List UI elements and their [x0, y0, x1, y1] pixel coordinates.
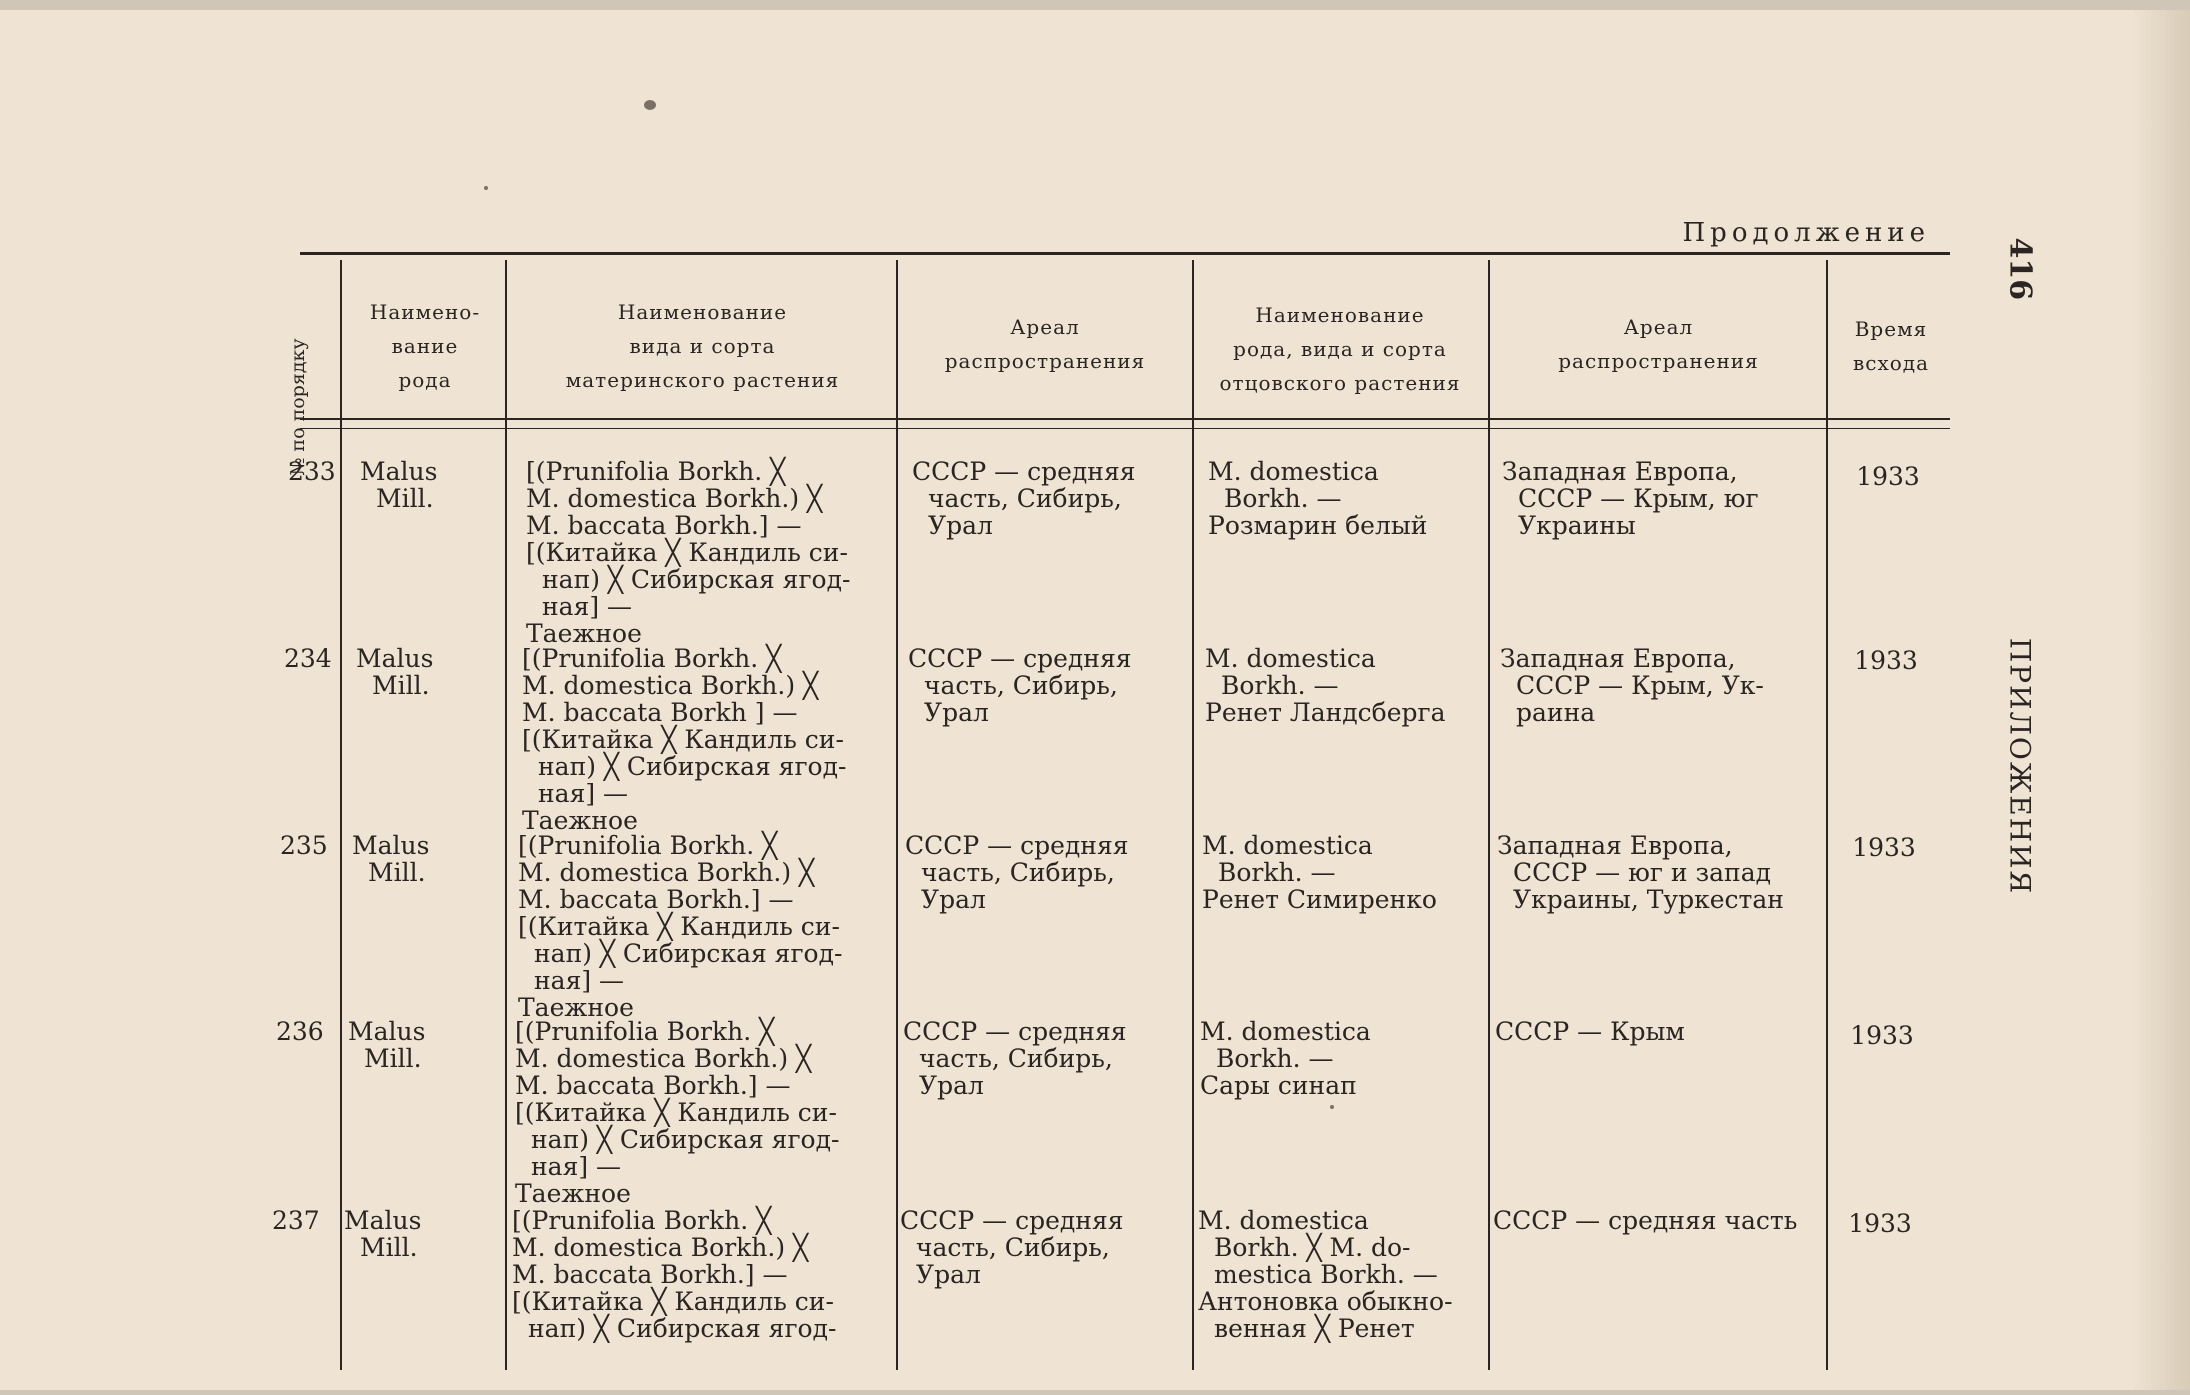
germination-year: 1933	[1852, 833, 1916, 862]
ink-speck	[484, 186, 488, 190]
genus-cell: Malus Mill.	[360, 457, 438, 513]
column-divider	[1192, 260, 1194, 1370]
genus-cell: Malus Mill.	[356, 644, 434, 700]
area-mother-cell: СССР — средняя часть, Сибирь, Урал	[900, 1206, 1124, 1289]
continuation-label: Продолжение	[1682, 218, 1930, 248]
book-page	[0, 10, 2190, 1390]
area-father-cell: СССР — средняя часть	[1493, 1206, 1798, 1235]
table-top-rule	[300, 252, 1950, 255]
area-mother-cell: СССР — средняя часть, Сибирь, Урал	[905, 831, 1129, 914]
genus-cell: Malus Mill.	[344, 1206, 422, 1262]
area-father-cell: Западная Европа, СССР — юг и запад Украины, Туркестан	[1497, 831, 1784, 914]
area-mother-cell: СССР — средняя часть, Сибирь, Урал	[912, 457, 1136, 540]
column-divider	[1488, 260, 1490, 1370]
column-divider	[1826, 260, 1828, 1370]
area-mother-cell: СССР — средняя часть, Сибирь, Урал	[903, 1017, 1127, 1100]
father-plant-cell: M. domestica Borkh. — Розмарин белый	[1208, 457, 1428, 540]
column-divider	[340, 260, 342, 1370]
mother-plant-cell: [(Prunifolia Borkh. ╳ M. domestica Borkh.) ╳ M. baccata Borkh.] — [(Китайка ╳ Кандиль си- нап) ╳ Сибирская ягод- ная] — Таежное	[515, 1017, 840, 1208]
header-germination-time: Время всхода	[1852, 317, 1930, 375]
header-genus: Наимено- вание рода	[369, 300, 481, 392]
header-bottom-rule-2	[300, 428, 1950, 429]
header-father-plant: Наименование рода, вида и сорта отцовского растения	[1219, 303, 1461, 395]
page-number: 416	[2002, 237, 2038, 301]
row-number: 235	[280, 831, 328, 860]
mother-plant-cell: [(Prunifolia Borkh. ╳ M. domestica Borkh.) ╳ M. baccata Borkh.] — [(Китайка ╳ Кандиль си- нап) ╳ Сибирская ягод-	[512, 1206, 837, 1343]
column-divider	[896, 260, 898, 1370]
header-mother-plant: Наименование вида и сорта материнского растения	[565, 300, 840, 392]
mother-plant-cell: [(Prunifolia Borkh. ╳ M. domestica Borkh.) ╳ M. baccata Borkh ] — [(Китайка ╳ Кандиль си- нап) ╳ Сибирская ягод- ная] — Таежное	[522, 644, 847, 835]
father-plant-cell: M. domestica Borkh. — Сары синап	[1200, 1017, 1371, 1100]
area-father-cell: Западная Европа, СССР — Крым, юг Украины	[1502, 457, 1759, 540]
header-area-mother: Ареал распространения	[944, 315, 1146, 373]
row-number: 233	[288, 457, 336, 486]
father-plant-cell: M. domestica Borkh. — Ренет Ландсберга	[1205, 644, 1446, 727]
ink-speck	[644, 100, 656, 110]
row-number: 234	[284, 644, 332, 673]
area-father-cell: Западная Европа, СССР — Крым, Ук- раина	[1500, 644, 1764, 727]
row-number: 236	[276, 1017, 324, 1046]
header-bottom-rule	[300, 418, 1950, 420]
header-area-father: Ареал распространения	[1558, 315, 1759, 373]
column-divider	[505, 260, 507, 1370]
header-number: № по порядку	[287, 338, 309, 476]
section-side-title: ПРИЛОЖЕНИЯ	[2003, 637, 2037, 896]
mother-plant-cell: [(Prunifolia Borkh. ╳ M. domestica Borkh.) ╳ M. baccata Borkh.] — [(Китайка ╳ Кандиль си- нап) ╳ Сибирская ягод- ная] — Таежное	[526, 457, 851, 648]
area-father-cell: СССР — Крым	[1495, 1017, 1685, 1046]
area-mother-cell: СССР — средняя часть, Сибирь, Урал	[908, 644, 1132, 727]
mother-plant-cell: [(Prunifolia Borkh. ╳ M. domestica Borkh.) ╳ M. baccata Borkh.] — [(Китайка ╳ Кандиль си- нап) ╳ Сибирская ягод- ная] — Таежное	[518, 831, 843, 1022]
germination-year: 1933	[1854, 646, 1918, 675]
ink-speck	[1330, 1105, 1334, 1109]
germination-year: 1933	[1850, 1021, 1914, 1050]
germination-year: 1933	[1856, 462, 1920, 491]
germination-year: 1933	[1848, 1209, 1912, 1238]
genus-cell: Malus Mill.	[352, 831, 430, 887]
father-plant-cell: M. domestica Borkh. ╳ M. do- mestica Borkh. — Антоновка обыкно- венная ╳ Ренет	[1198, 1206, 1453, 1343]
genus-cell: Malus Mill.	[348, 1017, 426, 1073]
row-number: 237	[272, 1206, 320, 1235]
father-plant-cell: M. domestica Borkh. — Ренет Симиренко	[1202, 831, 1437, 914]
